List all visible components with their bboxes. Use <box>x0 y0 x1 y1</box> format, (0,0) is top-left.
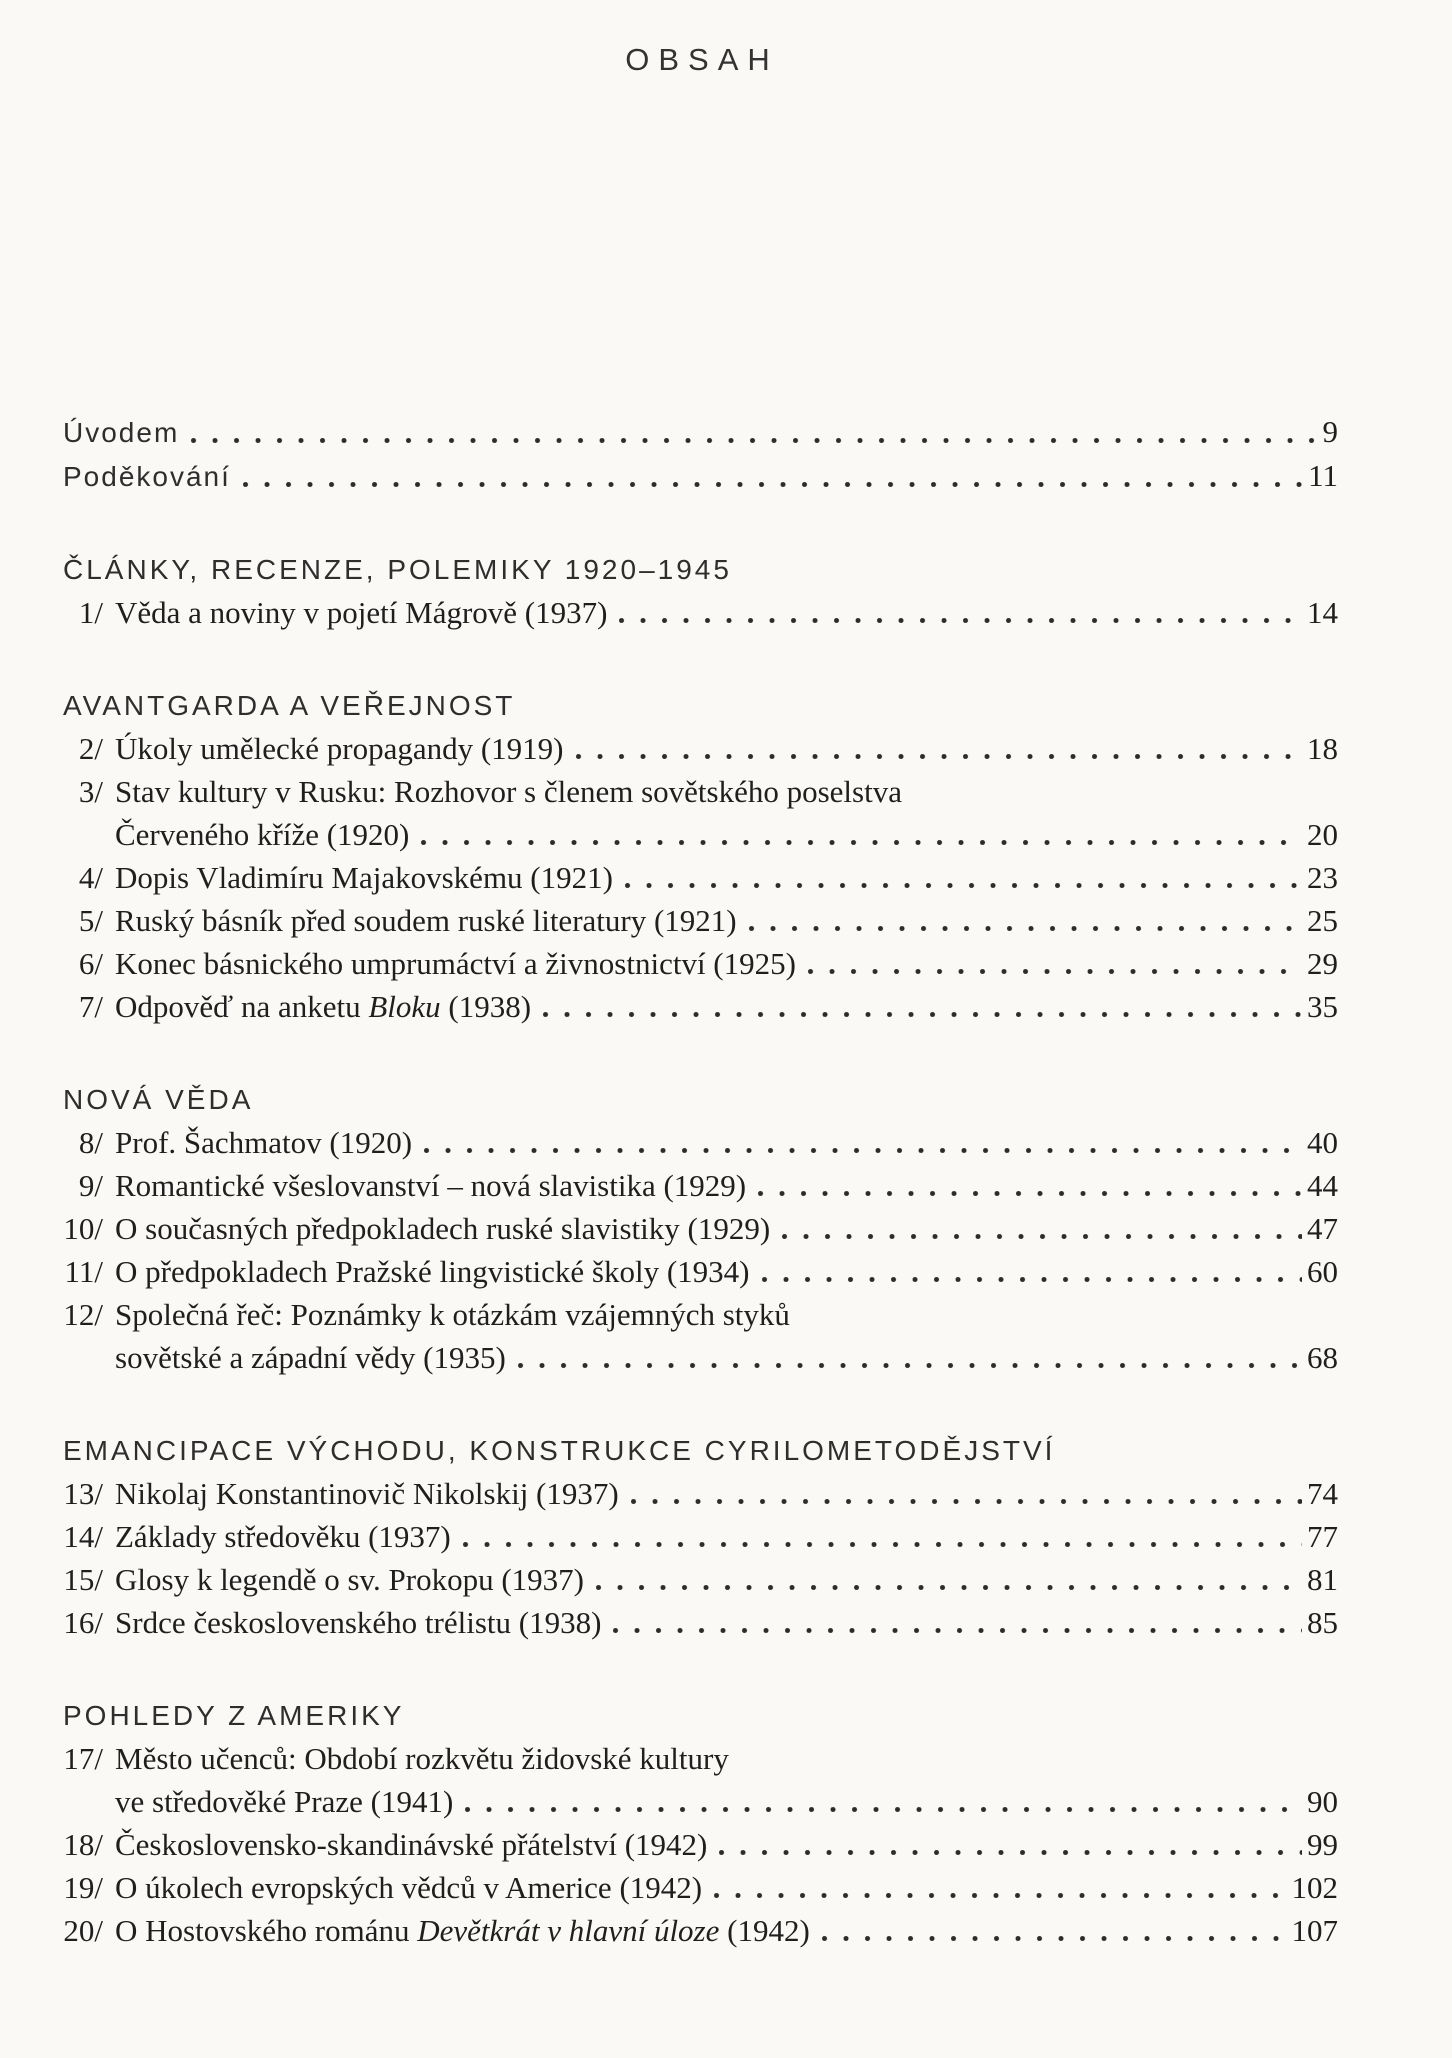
toc-entry-title <box>115 1250 750 1293</box>
toc-entry-row <box>63 591 1338 634</box>
toc-entry-row <box>63 899 1338 942</box>
toc-entry-page: 20 <box>1307 817 1338 852</box>
dot-leader-icon <box>822 1936 1287 1941</box>
toc-entry-row <box>63 942 1338 985</box>
toc-entry-title <box>115 1207 770 1250</box>
toc-entry-row <box>63 985 1338 1028</box>
dot-leader-icon <box>613 1628 1302 1633</box>
toc-entry-row <box>63 1515 1338 1558</box>
toc-entry-page: 77 <box>1307 1519 1338 1554</box>
toc-title-segment: Československo-skandinávské přátelství (1942) <box>115 1827 708 1862</box>
dot-leader-icon <box>631 1499 1302 1504</box>
dot-leader-icon <box>191 438 1317 443</box>
toc-entry-number: 19/ <box>63 1870 103 1905</box>
toc-entry-number: 15/ <box>63 1562 103 1597</box>
toc-title-segment: (1942) <box>719 1913 810 1948</box>
toc-entry-number: 4/ <box>78 860 103 895</box>
toc-title-segment: Město učenců: Období rozkvětu židovské kultury <box>115 1741 729 1776</box>
toc-entry-title <box>115 591 607 634</box>
toc-title-segment: Dopis Vladimíru Majakovskému (1921) <box>115 860 613 895</box>
toc-front-row <box>63 454 1338 498</box>
dot-leader-icon <box>421 840 1302 845</box>
toc-title-segment: O Hostovského románu <box>115 1913 418 1948</box>
toc-entry-title <box>115 985 531 1028</box>
toc-front-block <box>63 410 1338 498</box>
dot-leader-icon <box>463 1542 1302 1547</box>
toc-entry-row <box>63 1472 1338 1515</box>
dot-leader-icon <box>424 1148 1302 1153</box>
section-heading: NOVÁ VĚDA <box>63 1084 254 1115</box>
toc-entry-number: 13/ <box>63 1476 103 1511</box>
dot-leader-icon <box>596 1585 1302 1590</box>
toc-entry-number: 8/ <box>78 1125 103 1160</box>
toc-entry-title <box>115 1823 707 1866</box>
toc-entry-page: 99 <box>1307 1827 1338 1862</box>
toc-entry-page: 102 <box>1291 1870 1338 1905</box>
toc-entry-row <box>63 1250 1338 1293</box>
toc-entry-page: 81 <box>1307 1562 1338 1597</box>
toc-title-segment: Společná řeč: Poznámky k otázkám vzájemných styků <box>115 1297 790 1332</box>
toc-entry-title <box>115 813 409 856</box>
toc-section <box>63 548 1338 634</box>
toc-title-segment: O současných předpokladech ruské slavistiky (1929) <box>115 1211 771 1246</box>
toc-title-segment: Červeného kříže (1920) <box>115 817 410 852</box>
dot-leader-icon <box>808 969 1302 974</box>
toc-entry-title <box>115 1336 506 1379</box>
toc-entry-page: 47 <box>1307 1211 1338 1246</box>
toc-title-segment: Nikolaj Konstantinovič Nikolskij (1937) <box>115 1476 619 1511</box>
toc-entry-number: 10/ <box>63 1211 103 1246</box>
toc-entry-title <box>115 1472 619 1515</box>
toc-section <box>63 1078 1338 1379</box>
toc-entry-row <box>63 1601 1338 1644</box>
toc-entry-page: 44 <box>1307 1168 1338 1203</box>
toc-front-row <box>63 410 1338 454</box>
toc-entry-title <box>63 455 231 498</box>
toc-entry-title <box>115 899 737 942</box>
toc-entry-page: 74 <box>1307 1476 1338 1511</box>
toc-entry-title <box>115 1737 729 1780</box>
toc-title-segment: O úkolech evropských vědců v Americe (1942) <box>115 1870 703 1905</box>
toc-title-segment: (1938) <box>440 989 532 1024</box>
toc-entry-number: 3/ <box>78 774 103 809</box>
toc-entry-row <box>63 727 1338 770</box>
toc-title-segment: Úvodem <box>63 417 180 448</box>
toc-entry-row <box>63 1866 1338 1909</box>
dot-leader-icon <box>762 1277 1303 1282</box>
dot-leader-icon <box>619 618 1302 623</box>
toc-entry-title <box>115 1601 601 1644</box>
toc-entry-number: 16/ <box>63 1605 103 1640</box>
toc-entry-page: 107 <box>1291 1913 1338 1948</box>
toc-title-segment: Romantické všeslovanství – nová slavistika (1929) <box>115 1168 747 1203</box>
toc-title-segment: Poděkování <box>63 461 231 492</box>
toc-entry-page: 60 <box>1307 1254 1338 1289</box>
section-heading: ČLÁNKY, RECENZE, POLEMIKY 1920–1945 <box>63 554 732 585</box>
toc-section <box>63 684 1338 1028</box>
toc-entry-title <box>115 856 613 899</box>
toc-entry-row <box>63 1558 1338 1601</box>
toc-entry-page: 90 <box>1307 1784 1338 1819</box>
toc-entry-title <box>115 1121 412 1164</box>
toc-entry-page: 29 <box>1307 946 1338 981</box>
page-title: OBSAH <box>625 42 779 77</box>
toc-entry-page: 68 <box>1307 1340 1338 1375</box>
toc-entry-row <box>63 1823 1338 1866</box>
toc-entry-page: 35 <box>1307 989 1338 1024</box>
toc-entry-page: 40 <box>1307 1125 1338 1160</box>
toc-title-italic-segment: Bloku <box>368 989 441 1024</box>
toc-entry-title <box>115 1866 702 1909</box>
dot-leader-icon <box>465 1807 1302 1812</box>
toc-section <box>63 1429 1338 1644</box>
toc-entry-number: 9/ <box>78 1168 103 1203</box>
toc-entry-row <box>63 1336 1338 1379</box>
toc-entry-title <box>115 942 796 985</box>
dot-leader-icon <box>576 754 1302 759</box>
toc-entry-row <box>63 1909 1338 1952</box>
toc-entry-page: 14 <box>1307 595 1338 630</box>
toc-entry-title <box>115 1515 451 1558</box>
toc-entry-row <box>63 1737 1338 1780</box>
dot-leader-icon <box>719 1850 1302 1855</box>
toc-entry-page: 9 <box>1322 414 1338 449</box>
dot-leader-icon <box>625 883 1302 888</box>
toc-entry-row <box>63 1121 1338 1164</box>
toc-entry-title <box>115 770 902 813</box>
toc-entry-number: 7/ <box>78 989 103 1024</box>
toc-entry-row <box>63 813 1338 856</box>
dot-leader-icon <box>243 482 1303 487</box>
toc-title-segment: Konec básnického umprumáctví a živnostnictví (1925) <box>115 946 796 981</box>
toc-title-segment: Odpověď na anketu <box>115 989 369 1024</box>
section-heading: POHLEDY Z AMERIKY <box>63 1700 405 1731</box>
toc-entry-page: 11 <box>1308 458 1338 493</box>
toc-entry-number: 5/ <box>78 903 103 938</box>
toc-entry-row <box>63 1164 1338 1207</box>
toc-title-segment: Prof. Šachmatov (1920) <box>115 1125 413 1160</box>
toc-title-italic-segment: Devětkrát v hlavní úloze <box>417 1913 720 1948</box>
toc-entry-title <box>63 411 179 454</box>
toc-entry-number: 18/ <box>63 1827 103 1862</box>
dot-leader-icon <box>758 1191 1302 1196</box>
toc-entry-number: 2/ <box>78 731 103 766</box>
toc-entry-number: 1/ <box>78 595 103 630</box>
toc-entry-page: 18 <box>1307 731 1338 766</box>
dot-leader-icon <box>543 1012 1302 1017</box>
toc-entry-row <box>63 1293 1338 1336</box>
toc-title-segment: Úkoly umělecké propagandy (1919) <box>115 731 564 766</box>
toc-title-segment: Glosy k legendě o sv. Prokopu (1937) <box>115 1562 584 1597</box>
toc-entry-title <box>115 1780 453 1823</box>
dot-leader-icon <box>749 926 1302 931</box>
toc-entry-title <box>115 1293 790 1336</box>
toc-entry-row <box>63 856 1338 899</box>
toc-entry-title <box>115 1909 810 1952</box>
toc-title-segment: Srdce československého trélistu (1938) <box>115 1605 602 1640</box>
dot-leader-icon <box>782 1234 1302 1239</box>
toc-title-segment: Základy středověku (1937) <box>115 1519 451 1554</box>
toc-entry-page: 23 <box>1307 860 1338 895</box>
toc-title-segment: Věda a noviny v pojetí Mágrově (1937) <box>115 595 608 630</box>
toc-entry-row <box>63 1780 1338 1823</box>
toc-entry-number: 12/ <box>63 1297 103 1332</box>
toc-list <box>63 410 1338 1952</box>
toc-title-segment: ve středověké Praze (1941) <box>115 1784 454 1819</box>
toc-entry-number: 6/ <box>78 946 103 981</box>
toc-entry-number: 17/ <box>63 1741 103 1776</box>
toc-entry-title <box>115 1558 584 1601</box>
toc-entry-number: 14/ <box>63 1519 103 1554</box>
dot-leader-icon <box>714 1893 1286 1898</box>
toc-title-segment: Stav kultury v Rusku: Rozhovor s členem sovětského poselstva <box>115 774 902 809</box>
toc-title-segment: O předpokladech Pražské lingvistické školy (1934) <box>115 1254 750 1289</box>
toc-entry-title <box>115 727 564 770</box>
toc-entry-title <box>115 1164 746 1207</box>
toc-entry-row <box>63 1207 1338 1250</box>
toc-title-segment: Ruský básník před soudem ruské literatury (1921) <box>115 903 737 938</box>
toc-title-segment: sovětské a západní vědy (1935) <box>115 1340 506 1375</box>
toc-section <box>63 1694 1338 1952</box>
section-heading: EMANCIPACE VÝCHODU, KONSTRUKCE CYRILOMETODĚJSTVÍ <box>63 1435 1056 1466</box>
toc-entry-number: 20/ <box>63 1913 103 1948</box>
toc-entry-number: 11/ <box>64 1254 103 1289</box>
dot-leader-icon <box>518 1363 1302 1368</box>
section-heading: AVANTGARDA A VEŘEJNOST <box>63 690 516 721</box>
toc-entry-page: 85 <box>1307 1605 1338 1640</box>
toc-entry-row <box>63 770 1338 813</box>
toc-entry-page: 25 <box>1307 903 1338 938</box>
